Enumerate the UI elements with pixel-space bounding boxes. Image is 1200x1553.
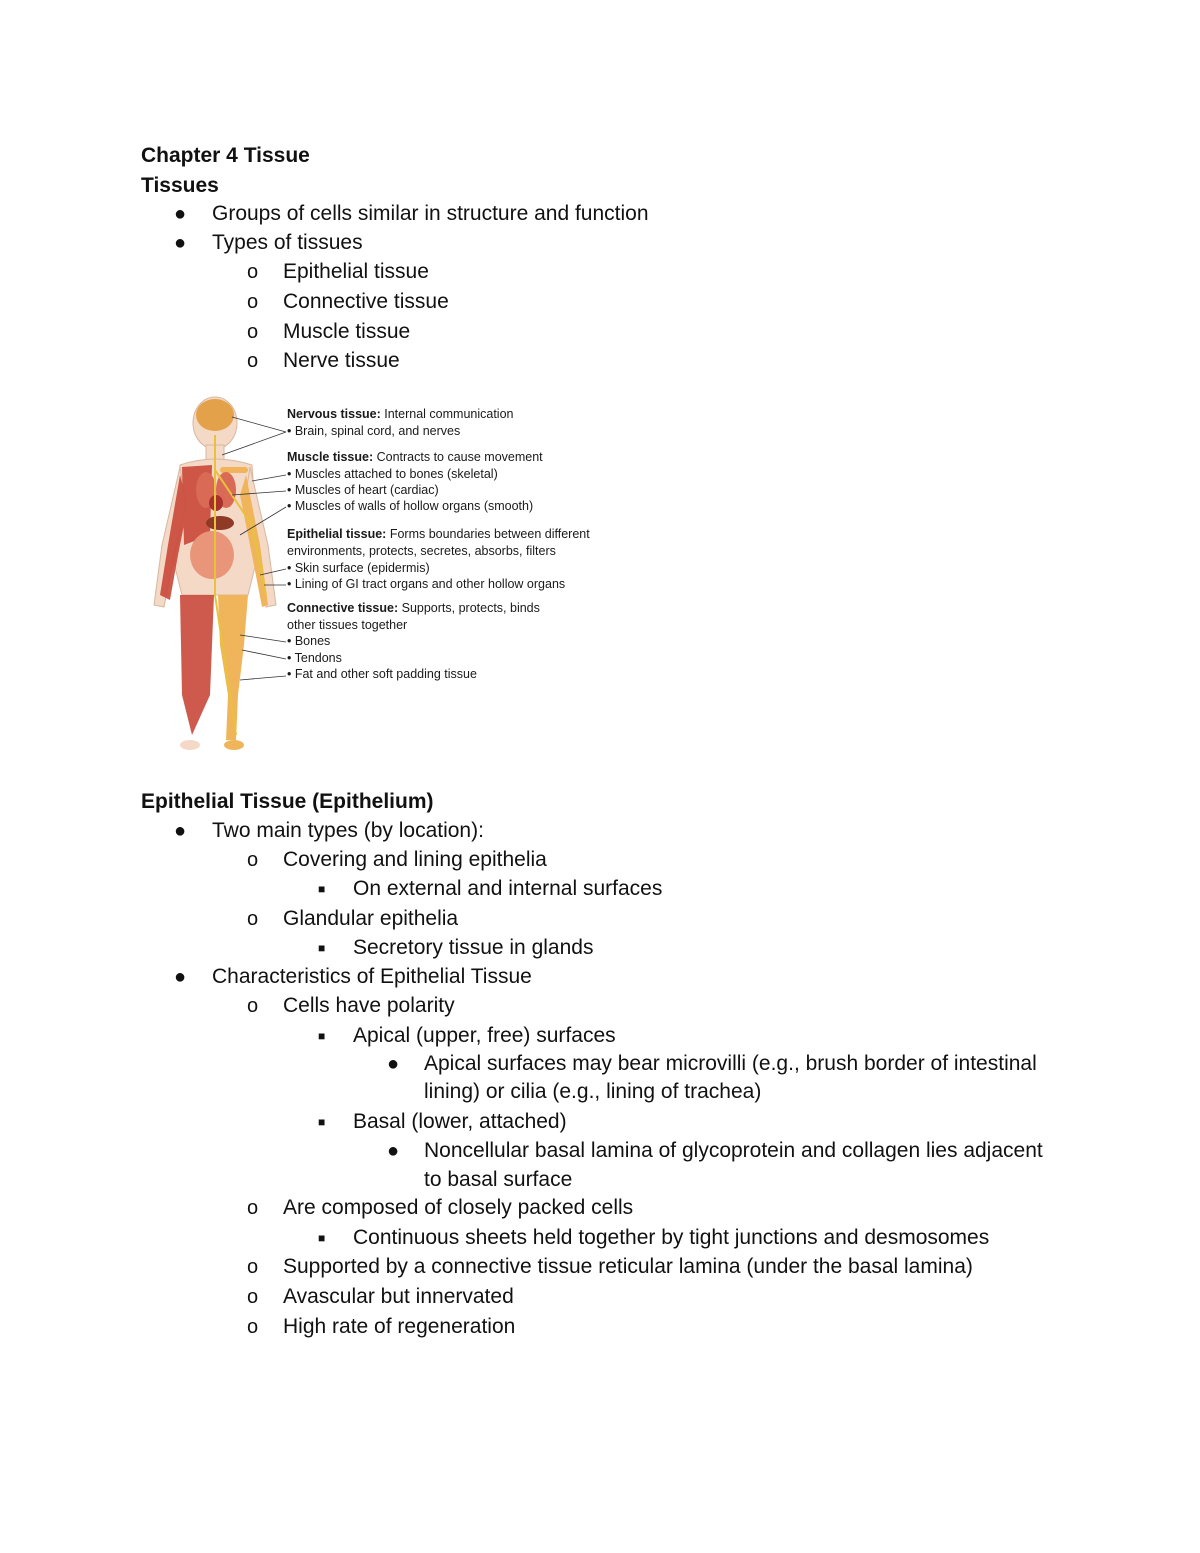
list-item: Covering and lining epithelia [283,848,547,871]
list-item: Basal (lower, attached) [353,1110,567,1133]
bullet-circle-icon: o [247,908,259,930]
bullet-disc-icon: ● [174,203,187,225]
bullet-square-icon: ■ [318,941,326,955]
list-item: High rate of regeneration [283,1315,516,1338]
bullet-disc-icon: ● [387,1140,400,1162]
bullet-disc-icon: ● [174,820,187,842]
bullet-circle-icon: o [247,1316,259,1338]
chapter-title: Chapter 4 Tissue [141,144,310,167]
bullet-circle-icon: o [247,1197,259,1219]
list-item: Muscle tissue [283,320,411,343]
bullet-square-icon: ■ [318,1231,326,1245]
section-heading-epithelial: Epithelial Tissue (Epithelium) [141,790,434,813]
bullet-disc-icon: ● [174,966,187,988]
list-item: Apical surfaces may bear microvilli (e.g., brush border of intestinal [424,1052,1037,1075]
bullet-circle-icon: o [247,1256,259,1278]
list-item-continuation: lining) or cilia (e.g., lining of trachea) [424,1080,762,1103]
list-item: Apical (upper, free) surfaces [353,1024,616,1047]
list-item: Continuous sheets held together by tight junctions and desmosomes [353,1226,990,1249]
list-item: Glandular epithelia [283,907,459,930]
section-heading-tissues: Tissues [141,174,219,197]
list-item: Cells have polarity [283,994,455,1017]
figure-nervous-item: • Brain, spinal cord, and nerves [287,424,461,438]
figure-connective-label: Connective tissue: Supports, protects, binds [287,601,540,615]
bullet-square-icon: ■ [318,1029,326,1043]
figure-connective-item: • Fat and other soft padding tissue [287,667,477,681]
bullet-circle-icon: o [247,350,259,372]
human-body-illustration [140,395,290,755]
bullet-circle-icon: o [247,995,259,1017]
figure-muscle-item: • Muscles of walls of hollow organs (smooth) [287,499,534,513]
bullet-circle-icon: o [247,321,259,343]
list-item: Characteristics of Epithelial Tissue [212,965,532,988]
figure-connective-desc: other tissues together [287,618,408,632]
bullet-circle-icon: o [247,291,259,313]
figure-muscle-item: • Muscles of heart (cardiac) [287,483,439,497]
list-item: Avascular but innervated [283,1285,514,1308]
list-item: Epithelial tissue [283,260,429,283]
list-item: Nerve tissue [283,349,400,372]
bullet-circle-icon: o [247,849,259,871]
bullet-circle-icon: o [247,1286,259,1308]
figure-muscle-label: Muscle tissue: Contracts to cause movement [287,450,543,464]
bullet-disc-icon: ● [387,1053,400,1075]
bullet-square-icon: ■ [318,882,326,896]
figure-epithelial-item: • Lining of GI tract organs and other hollow organs [287,577,566,591]
figure-connective-item: • Tendons [287,651,342,665]
figure-connective-item: • Bones [287,634,331,648]
figure-epithelial-item: • Skin surface (epidermis) [287,561,430,575]
list-item: Types of tissues [212,231,363,254]
list-item: Are composed of closely packed cells [283,1196,634,1219]
figure-muscle-item: • Muscles attached to bones (skeletal) [287,467,498,481]
list-item: On external and internal surfaces [353,877,663,900]
brain-icon [196,399,234,431]
bullet-circle-icon: o [247,261,259,283]
list-item: Two main types (by location): [212,819,484,842]
bullet-square-icon: ■ [318,1115,326,1129]
list-item-continuation: to basal surface [424,1168,573,1191]
list-item: Connective tissue [283,290,449,313]
figure-epithelial-label: Epithelial tissue: Forms boundaries between different [287,527,590,541]
list-item: Secretory tissue in glands [353,936,594,959]
figure-epithelial-desc: environments, protects, secretes, absorbs, filters [287,544,556,558]
list-item: Noncellular basal lamina of glycoprotein and collagen lies adjacent [424,1139,1043,1162]
list-item: Supported by a connective tissue reticular lamina (under the basal lamina) [283,1255,973,1278]
bullet-disc-icon: ● [174,232,187,254]
list-item: Groups of cells similar in structure and function [212,202,649,225]
figure-nervous-label: Nervous tissue: Internal communication [287,407,514,421]
